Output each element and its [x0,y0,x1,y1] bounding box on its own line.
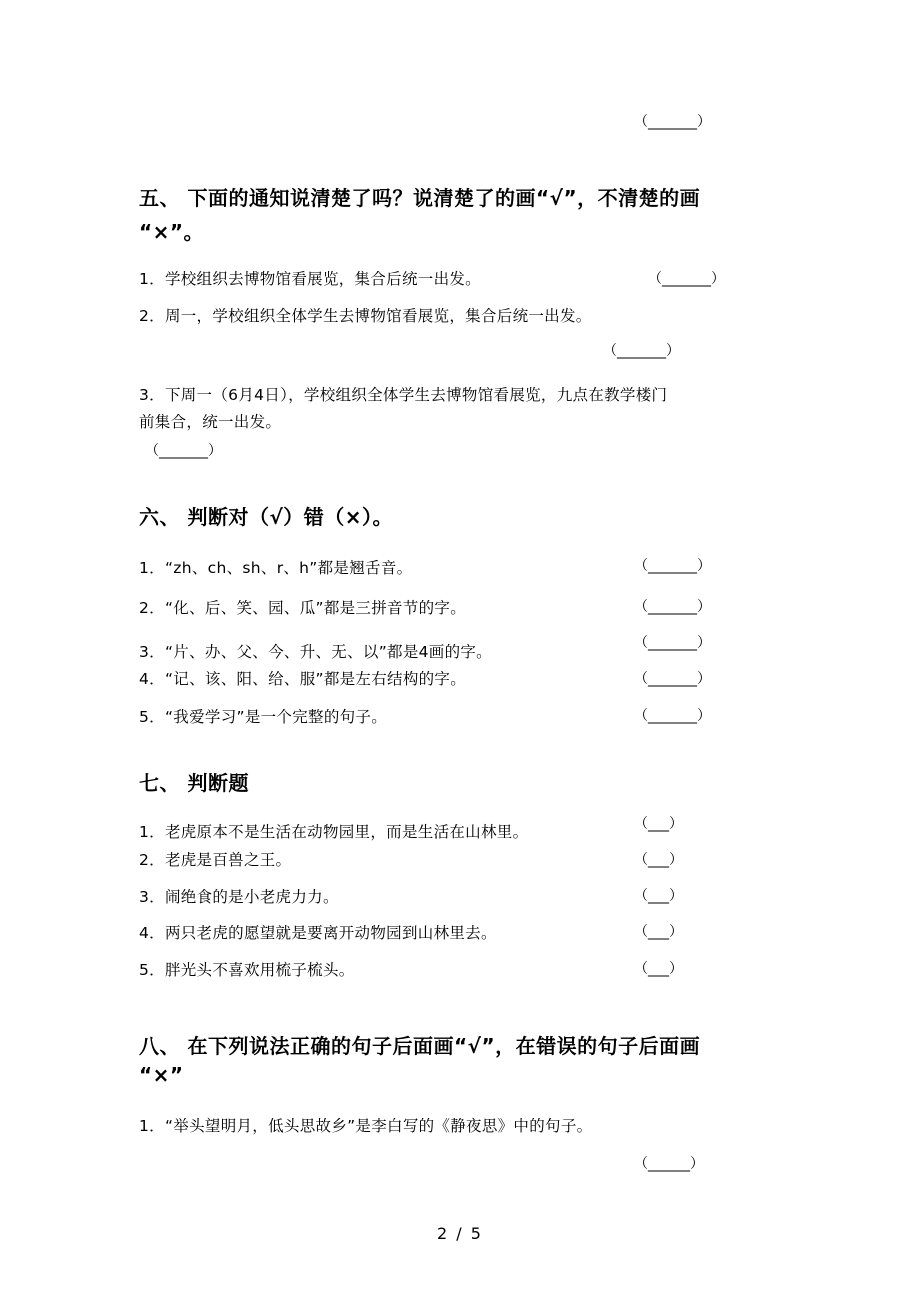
s5-answer-3: （_______） [145,443,222,459]
section-8-title-cont: “×” [139,1063,184,1087]
s6-question-1: 1．“zh、ch、sh、r、h”都是翘舌音。 [139,559,413,577]
section-6-title: 六、 判断对（√）错（×）。 [139,505,394,529]
s6-question-2: 2．“化、后、笑、园、瓜”都是三拼音节的字。 [139,599,467,617]
s6-question-4: 4．“记、该、阳、给、服”都是左右结构的字。 [139,670,467,688]
s7-question-3: 3．闹绝食的是小老虎力力。 [139,888,339,906]
section-5-title-cont: “×”。 [139,220,205,244]
s6-answer-4: （_______） [634,671,711,687]
s6-answer-1: （_______） [634,558,711,574]
s5-question-3: 3．下周一（6月4日），学校组织全体学生去博物馆看展览，九点在教学楼门 [139,386,668,404]
s7-answer-4: （___） [634,924,683,940]
s7-question-4: 4．两只老虎的愿望就是要离开动物园到山林里去。 [139,924,497,942]
s6-question-3: 3．“片、办、父、今、升、无、以”都是4画的字。 [139,643,492,661]
answer-paren: （_______） [634,114,711,130]
s7-question-1: 1．老虎原本不是生活在动物园里，而是生活在山林里。 [139,823,529,841]
s6-answer-3: （_______） [634,635,711,651]
s5-question-2: 2．周一，学校组织全体学生去博物馆看展览，集合后统一出发。 [139,307,592,325]
s7-answer-2: （___） [634,852,683,868]
s7-answer-5: （___） [634,961,683,977]
s5-question-1: 1．学校组织去博物馆看展览，集合后统一出发。 [139,270,481,288]
s8-answer-1: （______） [634,1156,704,1172]
s7-answer-3: （___） [634,888,683,904]
s6-answer-2: （_______） [634,599,711,615]
section-7-title: 七、 判断题 [139,771,249,795]
s5-answer-1: （_______） [648,271,725,287]
s6-question-5: 5．“我爱学习”是一个完整的句子。 [139,708,388,726]
s6-answer-5: （_______） [634,708,711,724]
s7-question-5: 5．胖光头不喜欢用梳子梳头。 [139,961,355,979]
section-5-title: 五、 下面的通知说清楚了吗？说清楚了的画“√”，不清楚的画 [139,186,701,210]
s5-answer-2: （_______） [603,343,680,359]
page-number: 2 / 5 [437,1224,483,1243]
s5-question-3-cont: 前集合，统一出发。 [139,413,282,431]
s7-question-2: 2．老虎是百兽之王。 [139,851,292,869]
s7-answer-1: （___） [634,816,683,832]
section-8-title: 八、 在下列说法正确的句子后面画“√”，在错误的句子后面画 [139,1034,701,1058]
s8-question-1: 1．“举头望明月，低头思故乡”是李白写的《静夜思》中的句子。 [139,1117,593,1135]
